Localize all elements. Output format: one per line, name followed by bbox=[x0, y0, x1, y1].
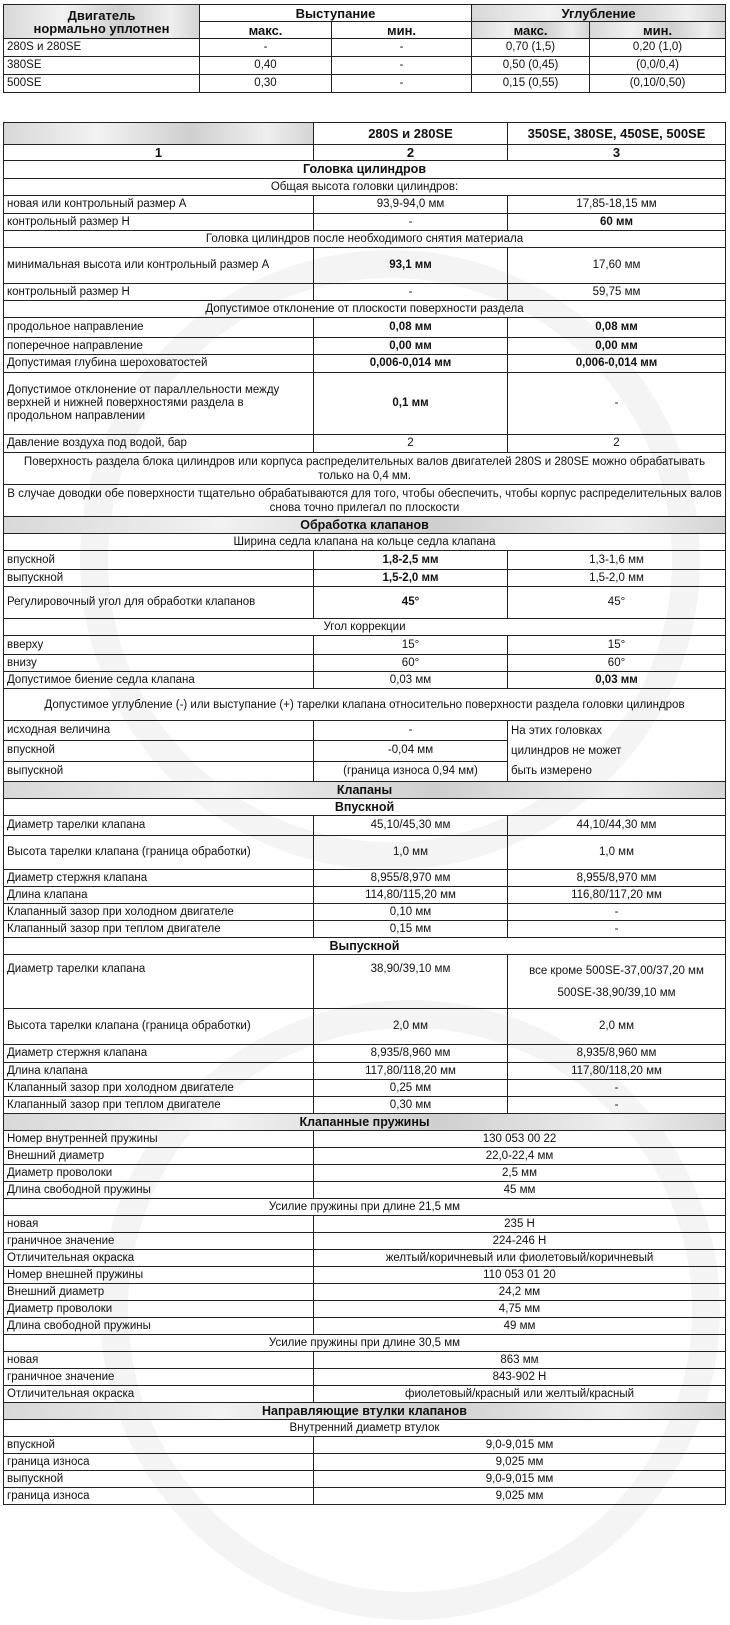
table-row bbox=[4, 816, 726, 836]
value-all: 9,0-9,015 мм bbox=[314, 1471, 726, 1488]
row-label: Номер внутренней пружины bbox=[4, 1131, 314, 1148]
row-label: поперечное направление bbox=[4, 338, 314, 355]
value-350se: 0,006-0,014 мм bbox=[508, 355, 726, 373]
cell-engine: 500SE bbox=[4, 75, 200, 93]
row-label: граница износа bbox=[4, 1454, 314, 1471]
row-label: выпускной bbox=[4, 761, 314, 781]
table-row bbox=[4, 655, 726, 672]
value-350se: 1,0 мм bbox=[508, 836, 726, 870]
value-280s: 8,955/8,970 мм bbox=[314, 870, 508, 887]
value-all: 4,75 мм bbox=[314, 1301, 726, 1318]
value-350se: 117,80/118,20 мм bbox=[508, 1063, 726, 1080]
subsection-title: Усилие пружины при длине 21,5 мм bbox=[4, 1199, 726, 1216]
row-label: Клапанный зазор при теплом двигателе bbox=[4, 1097, 314, 1114]
value-280s: 2,0 мм bbox=[314, 1009, 508, 1045]
value-350se: - bbox=[508, 1080, 726, 1097]
value-280s: - bbox=[314, 214, 508, 231]
table-row bbox=[4, 214, 726, 231]
subsection-title: Головка цилиндров после необходимого снятия материала bbox=[4, 231, 726, 248]
subsection-exhaust: Выпускной bbox=[4, 938, 726, 955]
value-280s: 0,10 мм bbox=[314, 904, 508, 921]
value-280s: 0,1 мм bbox=[314, 373, 508, 435]
value-280s: 93,9-94,0 мм bbox=[314, 196, 508, 214]
cell-engine: 280S и 280SE bbox=[4, 39, 200, 57]
cell-value: - bbox=[332, 57, 472, 75]
table-row bbox=[4, 1454, 726, 1471]
row-label: выпускной bbox=[4, 1471, 314, 1488]
table-row bbox=[4, 1216, 726, 1233]
row-label: Диаметр проволоки bbox=[4, 1301, 314, 1318]
row-label: Диаметр стержня клапана bbox=[4, 870, 314, 887]
cell-value: - bbox=[200, 39, 332, 57]
table-row bbox=[4, 373, 726, 435]
cell-value: 0,40 bbox=[200, 57, 332, 75]
header-blank bbox=[4, 123, 314, 145]
cell-engine: 380SE bbox=[4, 57, 200, 75]
value-350se: 17,85-18,15 мм bbox=[508, 196, 726, 214]
table-row bbox=[4, 1318, 726, 1335]
note: Допустимое углубление (-) или выступание (+) тарелки клапана относительно поверхности раздела головки цилиндров bbox=[4, 689, 726, 721]
row-label: Внешний диаметр bbox=[4, 1148, 314, 1165]
row-label: граничное значение bbox=[4, 1233, 314, 1250]
cell-value: 0,50 (0,45) bbox=[472, 57, 590, 75]
subsection-intake: Впускной bbox=[4, 799, 726, 816]
row-label: Клапанный зазор при холодном двигателе bbox=[4, 904, 314, 921]
row-label: впускной bbox=[4, 741, 314, 761]
row-label: граница износа bbox=[4, 1488, 314, 1505]
value-all: 235 Н bbox=[314, 1216, 726, 1233]
table-row bbox=[4, 672, 726, 689]
section-valves: Клапаны bbox=[4, 782, 726, 799]
row-label: Высота тарелки клапана (граница обработки) bbox=[4, 1009, 314, 1045]
row-label: Длина клапана bbox=[4, 1063, 314, 1080]
row-label: Внешний диаметр bbox=[4, 1284, 314, 1301]
subsection-title: Внутренний диаметр втулок bbox=[4, 1420, 726, 1437]
table-row bbox=[4, 836, 726, 870]
table-row bbox=[4, 1182, 726, 1199]
specs-table bbox=[3, 122, 726, 1505]
value-280s: - bbox=[314, 721, 508, 741]
note: Поверхность раздела блока цилиндров или корпуса распределительных валов двигателей 280S и 280SE можно обрабатывать только на 0,4 мм. bbox=[4, 453, 726, 485]
value-280s: 15° bbox=[314, 636, 508, 655]
table-row bbox=[4, 57, 726, 75]
value-all: 110 053 01 20 bbox=[314, 1267, 726, 1284]
row-label: Клапанный зазор при холодном двигателе bbox=[4, 1080, 314, 1097]
protrusion-table bbox=[3, 4, 726, 93]
table-row bbox=[4, 284, 726, 301]
row-label: Длина свободной пружины bbox=[4, 1182, 314, 1199]
cell-value: 0,20 (1,0) bbox=[590, 39, 726, 57]
header-max: макс. bbox=[200, 22, 332, 39]
cell-value: - bbox=[332, 75, 472, 93]
subsection-title: Общая высота головки цилиндров: bbox=[4, 179, 726, 196]
value-280s: 60° bbox=[314, 655, 508, 672]
row-label: Допустимая глубина шероховатостей bbox=[4, 355, 314, 373]
value-all: 224-246 Н bbox=[314, 1233, 726, 1250]
header-depression: Углубление bbox=[472, 5, 726, 22]
row-label: Регулировочный угол для обработки клапанов bbox=[4, 587, 314, 619]
row-label: продольное направление bbox=[4, 318, 314, 338]
row-label: Допустимое биение седла клапана bbox=[4, 672, 314, 689]
col-number: 3 bbox=[508, 145, 726, 161]
cell-value: 0,70 (1,5) bbox=[472, 39, 590, 57]
row-label: Диаметр тарелки клапана bbox=[4, 816, 314, 836]
table-row bbox=[4, 955, 726, 1009]
row-label: Диаметр стержня клапана bbox=[4, 1045, 314, 1063]
cell-value: 0,30 bbox=[200, 75, 332, 93]
table-row bbox=[4, 1301, 726, 1318]
table-row bbox=[4, 248, 726, 284]
table-row bbox=[4, 1250, 726, 1267]
value-350se: 45° bbox=[508, 587, 726, 619]
col-number: 1 bbox=[4, 145, 314, 161]
row-label: новая bbox=[4, 1216, 314, 1233]
value-280s: 1,5-2,0 мм bbox=[314, 570, 508, 587]
table-row bbox=[4, 1233, 726, 1250]
section-cylinder-head: Головка цилиндров bbox=[4, 161, 726, 179]
value-280s: (граница износа 0,94 мм) bbox=[314, 761, 508, 781]
value-280s: 114,80/115,20 мм bbox=[314, 887, 508, 904]
subsection-title: Ширина седла клапана на кольце седла клапана bbox=[4, 534, 726, 551]
cell-value: (0,10/0,50) bbox=[590, 75, 726, 93]
row-label: Отличительная окраска bbox=[4, 1250, 314, 1267]
value-350se: 1,3-1,6 мм bbox=[508, 551, 726, 570]
row-label: Длина клапана bbox=[4, 887, 314, 904]
table-row bbox=[4, 1080, 726, 1097]
value-280s: 1,0 мм bbox=[314, 836, 508, 870]
value-350se: 116,80/117,20 мм bbox=[508, 887, 726, 904]
value-all: 2,5 мм bbox=[314, 1165, 726, 1182]
table-row bbox=[4, 1097, 726, 1114]
table-row bbox=[4, 551, 726, 570]
value-all: 9,025 мм bbox=[314, 1454, 726, 1471]
value-350se: 8,935/8,960 мм bbox=[508, 1045, 726, 1063]
value-all: 9,0-9,015 мм bbox=[314, 1437, 726, 1454]
value-280s: 117,80/118,20 мм bbox=[314, 1063, 508, 1080]
row-label: исходная величина bbox=[4, 721, 314, 741]
table-row bbox=[4, 75, 726, 93]
value-280s: 0,30 мм bbox=[314, 1097, 508, 1114]
table-row bbox=[4, 1165, 726, 1182]
value-all: 45 мм bbox=[314, 1182, 726, 1199]
row-label: вверху bbox=[4, 636, 314, 655]
table-row bbox=[4, 904, 726, 921]
header-min: мин. bbox=[332, 22, 472, 39]
table-row bbox=[4, 1009, 726, 1045]
col-number: 2 bbox=[314, 145, 508, 161]
table-row bbox=[4, 355, 726, 373]
value-all: 22,0-22,4 мм bbox=[314, 1148, 726, 1165]
cell-value: (0,0/0,4) bbox=[590, 57, 726, 75]
value-280s: 0,25 мм bbox=[314, 1080, 508, 1097]
row-label: внизу bbox=[4, 655, 314, 672]
value-350se: 2,0 мм bbox=[508, 1009, 726, 1045]
table-row bbox=[4, 921, 726, 938]
table-row bbox=[4, 887, 726, 904]
table-row bbox=[4, 1488, 726, 1505]
value-350se: 0,00 мм bbox=[508, 338, 726, 355]
value-350se: 17,60 мм bbox=[508, 248, 726, 284]
subsection-title: Допустимое отклонение от плоскости поверхности раздела bbox=[4, 301, 726, 318]
value-350se: 15° bbox=[508, 636, 726, 655]
value-all: 49 мм bbox=[314, 1318, 726, 1335]
table-row bbox=[4, 1045, 726, 1063]
table-row bbox=[4, 435, 726, 453]
header-350se: 350SE, 380SE, 450SE, 500SE bbox=[508, 123, 726, 145]
value-350se: 8,955/8,970 мм bbox=[508, 870, 726, 887]
row-label: Допустимое отклонение от параллельности между верхней и нижней поверхностями раздела в продольном направлении bbox=[4, 373, 314, 435]
cell-value: - bbox=[332, 39, 472, 57]
value-280s: 0,03 мм bbox=[314, 672, 508, 689]
table-row bbox=[4, 1063, 726, 1080]
section-valve-guides: Направляющие втулки клапанов bbox=[4, 1403, 726, 1420]
header-max: макс. bbox=[472, 22, 590, 39]
table-row bbox=[4, 1386, 726, 1403]
row-label: Диаметр тарелки клапана bbox=[4, 955, 314, 1009]
table-row bbox=[4, 1352, 726, 1369]
table-row bbox=[4, 39, 726, 57]
row-label: контрольный размер Н bbox=[4, 214, 314, 231]
row-label: Отличительная окраска bbox=[4, 1386, 314, 1403]
cell-value: 0,15 (0,55) bbox=[472, 75, 590, 93]
value-350se: - bbox=[508, 921, 726, 938]
table-row bbox=[4, 870, 726, 887]
table-row bbox=[4, 1148, 726, 1165]
value-350se: 60 мм bbox=[508, 214, 726, 231]
table-row bbox=[4, 1369, 726, 1386]
row-label: Диаметр проволоки bbox=[4, 1165, 314, 1182]
table-row bbox=[4, 1131, 726, 1148]
value-all: 24,2 мм bbox=[314, 1284, 726, 1301]
row-label: Номер внешней пружины bbox=[4, 1267, 314, 1284]
value-all: желтый/коричневый или фиолетовый/коричневый bbox=[314, 1250, 726, 1267]
row-label: Клапанный зазор при теплом двигателе bbox=[4, 921, 314, 938]
subsection-title: Усилие пружины при длине 30,5 мм bbox=[4, 1335, 726, 1352]
value-280s: 0,00 мм bbox=[314, 338, 508, 355]
table-row bbox=[4, 318, 726, 338]
table-row bbox=[4, 570, 726, 587]
table-row bbox=[4, 636, 726, 655]
value-280s: 1,8-2,5 мм bbox=[314, 551, 508, 570]
value-280s: 38,90/39,10 мм bbox=[314, 955, 508, 1009]
header-min: мин. bbox=[590, 22, 726, 39]
table-row bbox=[4, 1437, 726, 1454]
value-all: 130 053 00 22 bbox=[314, 1131, 726, 1148]
table-row bbox=[4, 721, 726, 741]
row-label: Высота тарелки клапана (граница обработки) bbox=[4, 836, 314, 870]
value-350se: 2 bbox=[508, 435, 726, 453]
value-350se: - bbox=[508, 373, 726, 435]
table-row bbox=[4, 1471, 726, 1488]
row-label: впускной bbox=[4, 1437, 314, 1454]
row-label: Длина свободной пружины bbox=[4, 1318, 314, 1335]
value-280s: 45,10/45,30 мм bbox=[314, 816, 508, 836]
value-280s: 2 bbox=[314, 435, 508, 453]
value-350se: 59,75 мм bbox=[508, 284, 726, 301]
value-280s: 8,935/8,960 мм bbox=[314, 1045, 508, 1063]
header-280s: 280S и 280SE bbox=[314, 123, 508, 145]
table-row bbox=[4, 196, 726, 214]
value-280s: 93,1 мм bbox=[314, 248, 508, 284]
value-350se: 44,10/44,30 мм bbox=[508, 816, 726, 836]
value-280s: 0,15 мм bbox=[314, 921, 508, 938]
value-350se: 0,08 мм bbox=[508, 318, 726, 338]
merged-note-cell: На этих головках цилиндров не может быть измерено bbox=[508, 721, 726, 782]
row-label: контрольный размер Н bbox=[4, 284, 314, 301]
value-all: 9,025 мм bbox=[314, 1488, 726, 1505]
value-350se: - bbox=[508, 1097, 726, 1114]
value-280s: 0,08 мм bbox=[314, 318, 508, 338]
row-label: выпускной bbox=[4, 570, 314, 587]
table-row bbox=[4, 338, 726, 355]
value-350se: - bbox=[508, 904, 726, 921]
row-label: впускной bbox=[4, 551, 314, 570]
value-350se: 1,5-2,0 мм bbox=[508, 570, 726, 587]
table-row bbox=[4, 587, 726, 619]
row-label: граничное значение bbox=[4, 1369, 314, 1386]
value-350se: 0,03 мм bbox=[508, 672, 726, 689]
row-label: Давление воздуха под водой, бар bbox=[4, 435, 314, 453]
table-row bbox=[4, 1284, 726, 1301]
value-350se: все кроме 500SE-37,00/37,20 мм 500SE-38,90/39,10 мм bbox=[508, 955, 726, 1009]
value-280s: - bbox=[314, 284, 508, 301]
value-all: 843-902 Н bbox=[314, 1369, 726, 1386]
header-protrusion: Выступание bbox=[200, 5, 472, 22]
table-row bbox=[4, 1267, 726, 1284]
value-350se: 60° bbox=[508, 655, 726, 672]
note: В случае доводки обе поверхности тщательно обрабатываются для того, чтобы обеспечить, чтобы корпус распределительных валов снова точно прилегал по плоскости bbox=[4, 485, 726, 517]
row-label: новая или контрольный размер А bbox=[4, 196, 314, 214]
row-label: минимальная высота или контрольный размер А bbox=[4, 248, 314, 284]
value-all: 863 мм bbox=[314, 1352, 726, 1369]
section-valve-springs: Клапанные пружины bbox=[4, 1114, 726, 1131]
value-280s: -0,04 мм bbox=[314, 741, 508, 761]
subsection-title: Угол коррекции bbox=[4, 619, 726, 636]
value-280s: 45° bbox=[314, 587, 508, 619]
row-label: новая bbox=[4, 1352, 314, 1369]
value-280s: 0,006-0,014 мм bbox=[314, 355, 508, 373]
header-engine: Двигатель нормально уплотнен bbox=[4, 5, 200, 39]
value-all: фиолетовый/красный или желтый/красный bbox=[314, 1386, 726, 1403]
section-valve-machining: Обработка клапанов bbox=[4, 517, 726, 534]
